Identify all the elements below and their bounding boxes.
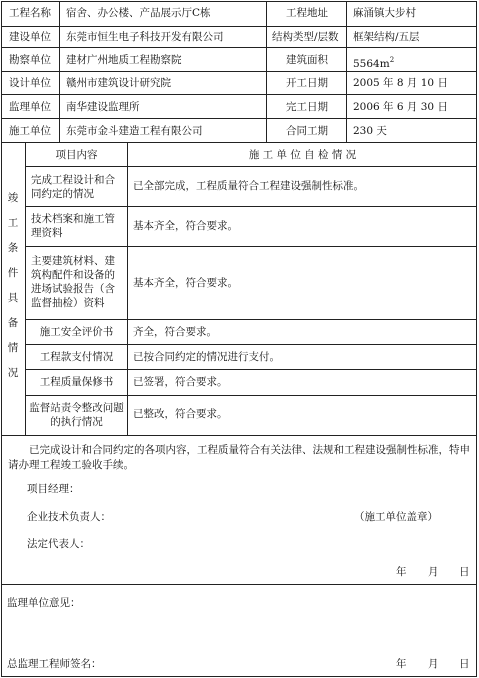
col-divider [346,1,347,142]
item-content: 施工安全评价书 [39,326,114,338]
label-survey-unit: 勘察单位 [9,54,51,66]
item-status: 基本齐全，符合要求。 [133,220,238,232]
item-divider [25,395,477,396]
project-manager-label: 项目经理： [27,483,80,495]
row-divider [1,94,477,95]
vertical-title-char: 工 [7,217,19,229]
vertical-title-char: 具 [7,292,19,304]
value-owner: 东莞市恒生电子科技开发有限公司 [66,31,224,43]
row-divider [1,47,477,48]
item-content: 工程质量保修书 [39,376,114,388]
value-survey-unit: 建材广州地质工程勘察院 [66,54,182,66]
vertical-title-char: 件 [7,267,19,279]
supervision-divider [1,584,477,585]
section-bottom-divider [1,435,477,436]
label-supervision-unit: 监理单位 [9,101,51,113]
date-year: 年 [396,658,407,670]
item-divider [25,166,477,167]
row-divider [1,118,477,119]
value-start-date: 2005 年 8 月 10 日 [353,77,448,89]
vertical-title-char: 况 [7,367,19,379]
col-divider [266,1,267,142]
row-divider [1,26,477,27]
item-status: 已整改，符合要求。 [133,408,228,420]
value-design-unit: 赣州市建筑设计研究院 [66,77,171,89]
value-project-address: 麻涌镇大步村 [353,7,416,19]
section-col-divider [127,142,128,435]
label-project-name: 工程名称 [9,7,51,19]
vertical-title-char: 情 [7,342,19,354]
vertical-title [6,186,20,386]
label-project-address: 工程地址 [286,7,328,19]
chief-engineer-signature-label: 总监理工程师签名： [7,658,102,670]
label-structure: 结构类型/层数 [272,31,339,43]
section-col-divider [25,142,26,435]
row-divider [1,142,477,143]
column-header-status: 施 工 单 位 自 检 情 况 [248,149,357,161]
value-structure: 框架结构/五层 [353,31,420,43]
row-divider [1,71,477,72]
item-divider [25,319,477,320]
floor-area-number: 5564m [353,58,390,70]
value-contract-period: 230 天 [353,125,387,137]
item-content: 完成工程设计和合同约定的情况 [31,174,115,200]
item-content: 技术档案和施工管理资料 [31,213,115,239]
value-finish-date: 2006 年 6 月 30 日 [353,101,448,113]
item-status: 基本齐全，符合要求。 [133,277,238,289]
date-day: 日 [459,658,470,670]
label-finish-date: 完工日期 [286,101,328,113]
tech-lead-label: 企业技术负责人： [27,511,111,523]
label-start-date: 开工日期 [286,77,328,89]
value-project-name: 宿舍、办公楼、产品展示厅C栋 [66,7,211,19]
item-status: 已签署，符合要求。 [133,376,228,388]
value-contractor: 东莞市金斗建造工程有限公司 [66,125,203,137]
item-divider [25,369,477,370]
declaration-text: 已完成设计和合同约定的各项内容，工程质量符合有关法律、法规和工程建设强制性标准，特申请办理工程竣工验收手续。 [8,444,470,471]
supervision-opinion-label: 监理单位意见： [7,597,81,609]
item-divider [25,344,477,345]
contractor-seal-label: （施工单位盖章） [354,511,438,523]
label-floor-area: 建筑面积 [286,54,328,66]
item-divider [25,206,477,207]
legal-rep-label: 法定代表人： [27,538,90,550]
item-divider [25,246,477,247]
vertical-title-char: 条 [7,242,19,254]
item-status: 齐全，符合要求。 [133,326,217,338]
item-content: 监督站责令整改问题的执行情况 [29,402,124,428]
item-content: 主要建筑材料、建筑构配件和设备的进场试验报告（含监督抽检）资料 [31,255,115,309]
date-month: 月 [428,658,439,670]
label-design-unit: 设计单位 [9,77,51,89]
col-divider [59,1,60,142]
label-contract-period: 合同工期 [286,125,328,137]
item-status: 已全部完成，工程质量符合工程建设强制性标准。 [133,180,364,192]
date-month: 月 [428,566,439,578]
label-owner: 建设单位 [9,31,51,43]
label-contractor: 施工单位 [9,125,51,137]
item-status: 已按合同约定的情况进行支付。 [133,351,280,363]
value-floor-area [353,54,394,70]
vertical-title-char: 竣 [7,192,19,204]
value-supervision-unit: 南华建设监理所 [66,101,140,113]
item-content: 工程款支付情况 [39,351,114,363]
vertical-title-char: 备 [7,317,19,329]
date-day: 日 [459,566,470,578]
floor-area-exponent: 2 [389,56,395,64]
column-header-item: 项目内容 [55,149,98,161]
date-year: 年 [396,566,407,578]
